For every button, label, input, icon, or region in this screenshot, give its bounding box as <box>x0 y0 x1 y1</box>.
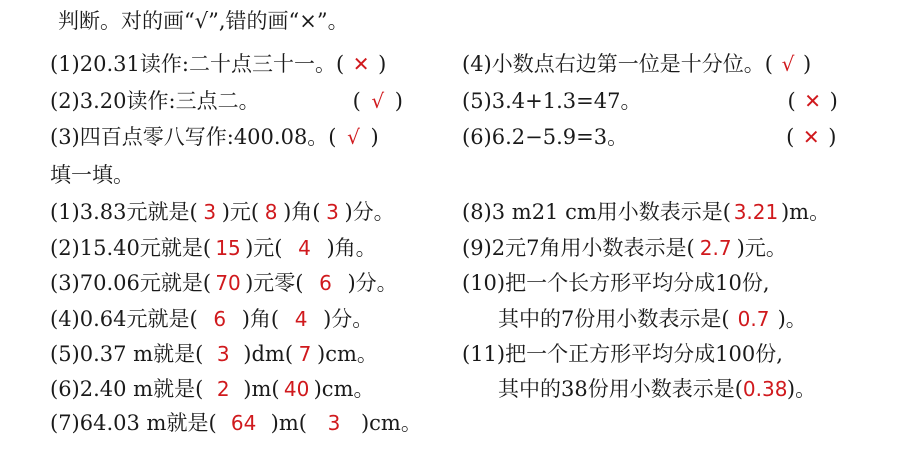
question-text: )分。 <box>323 307 374 331</box>
question-text: (4)小数点右边第一位是十分位。( <box>462 52 773 76</box>
answer: 3 <box>327 411 341 435</box>
fill-item-11 <box>462 339 783 369</box>
answer: 2 <box>216 377 230 401</box>
answer: 7 <box>298 342 312 366</box>
question-text: (2)3.20读作:三点二。 <box>50 89 260 113</box>
answer: 3.21 <box>733 200 779 224</box>
question-text: (4)0.64元就是( <box>50 307 198 331</box>
judge-item-4 <box>462 49 811 79</box>
fill-item-3 <box>50 268 398 298</box>
question-text: )角( <box>283 200 321 224</box>
paren-close: ) <box>394 89 403 113</box>
question-text: (9)2元7角用小数表示是( <box>462 236 695 260</box>
answer: 2.7 <box>699 236 732 260</box>
answer: 4 <box>294 307 308 331</box>
fill-item-11-cont <box>498 374 816 404</box>
judge-item-3 <box>50 122 379 152</box>
paren-close: ) <box>829 89 838 113</box>
question-text: 其中的7份用小数表示是( <box>498 307 730 331</box>
answer-mark: ✕ <box>802 125 820 149</box>
answer: 6 <box>319 271 332 295</box>
fill-item-10 <box>462 268 770 298</box>
paren-open: ( <box>352 89 361 113</box>
answer: 0.38 <box>742 377 788 401</box>
fill-item-4 <box>50 304 373 334</box>
question-text: )m。 <box>780 200 831 224</box>
answer: 15 <box>215 236 241 260</box>
question-text: (5)0.37 m就是( <box>50 342 204 366</box>
question-text: )角。 <box>326 236 377 260</box>
paren-close: ) <box>370 125 379 149</box>
question-text: )m( <box>270 411 307 435</box>
question-text: (1)3.83元就是( <box>50 200 198 224</box>
answer-mark: ✕ <box>352 52 370 76</box>
question-text: )m( <box>243 377 280 401</box>
question-text: (6)2.40 m就是( <box>50 377 204 401</box>
answer: 3 <box>216 342 230 366</box>
question-text: )元零( <box>245 271 304 295</box>
question-text: )分。 <box>344 200 395 224</box>
fill-item-10-cont <box>498 304 807 334</box>
paren-close: ) <box>378 52 387 76</box>
answer: 40 <box>283 377 310 401</box>
paren-close: ) <box>828 125 837 149</box>
answer: 3 <box>326 200 339 224</box>
answer-mark: ✕ <box>804 89 822 113</box>
question-text: )cm。 <box>360 411 422 435</box>
fill-heading: 填一填。 <box>50 163 134 187</box>
judge-item-2 <box>50 86 403 116</box>
paren-close: ) <box>802 52 812 76</box>
judge-heading: 判断。对的画“√”,错的画“×”。 <box>58 9 349 33</box>
question-text: )元。 <box>736 236 787 260</box>
question-text: )cm。 <box>313 377 375 401</box>
answer: 64 <box>230 411 257 435</box>
question-text: )。 <box>786 377 817 401</box>
judge-item-5 <box>462 86 838 116</box>
fill-item-8 <box>462 197 830 227</box>
fill-item-7 <box>50 408 422 438</box>
fill-item-2 <box>50 233 377 263</box>
judge-item-6 <box>462 122 837 152</box>
question-text: (3)70.06元就是( <box>50 271 212 295</box>
question-text: )。 <box>777 307 807 331</box>
answer-mark: √ <box>781 52 795 76</box>
judge-item-1 <box>50 49 386 79</box>
fill-item-5 <box>50 339 378 369</box>
question-text: )角( <box>241 307 280 331</box>
question-text: )dm( <box>243 342 294 366</box>
answer-mark: √ <box>347 125 360 149</box>
answer: 6 <box>213 307 227 331</box>
question-text: )元( <box>221 200 260 224</box>
answer: 3 <box>203 200 217 224</box>
fill-item-9 <box>462 233 787 263</box>
fill-item-1 <box>50 197 395 227</box>
question-text: (3)四百点零八写作:400.08。( <box>50 125 337 149</box>
question-text: (8)3 m21 cm用小数表示是( <box>462 200 731 224</box>
paren-open: ( <box>786 125 795 149</box>
question-text: )元( <box>245 236 283 260</box>
answer: 0.7 <box>737 307 770 331</box>
question-text: )分。 <box>347 271 398 295</box>
question-text: (6)6.2−5.9=3。 <box>462 125 629 149</box>
question-text: 其中的38份用小数表示是( <box>498 377 743 401</box>
answer: 8 <box>264 200 278 224</box>
question-text: (5)3.4+1.3=47。 <box>462 89 642 113</box>
question-text: (11)把一个正方形平均分成100份, <box>462 342 783 366</box>
question-text: (10)把一个长方形平均分成10份, <box>462 271 770 295</box>
answer-mark: √ <box>371 89 385 113</box>
question-text: (2)15.40元就是( <box>50 236 212 260</box>
answer: 4 <box>298 236 311 260</box>
question-text: )cm。 <box>317 342 378 366</box>
paren-open: ( <box>787 89 796 113</box>
fill-item-6 <box>50 374 374 404</box>
question-text: (7)64.03 m就是( <box>50 411 217 435</box>
question-text: (1)20.31读作:二十点三十一。( <box>50 52 345 76</box>
answer: 70 <box>215 271 241 295</box>
